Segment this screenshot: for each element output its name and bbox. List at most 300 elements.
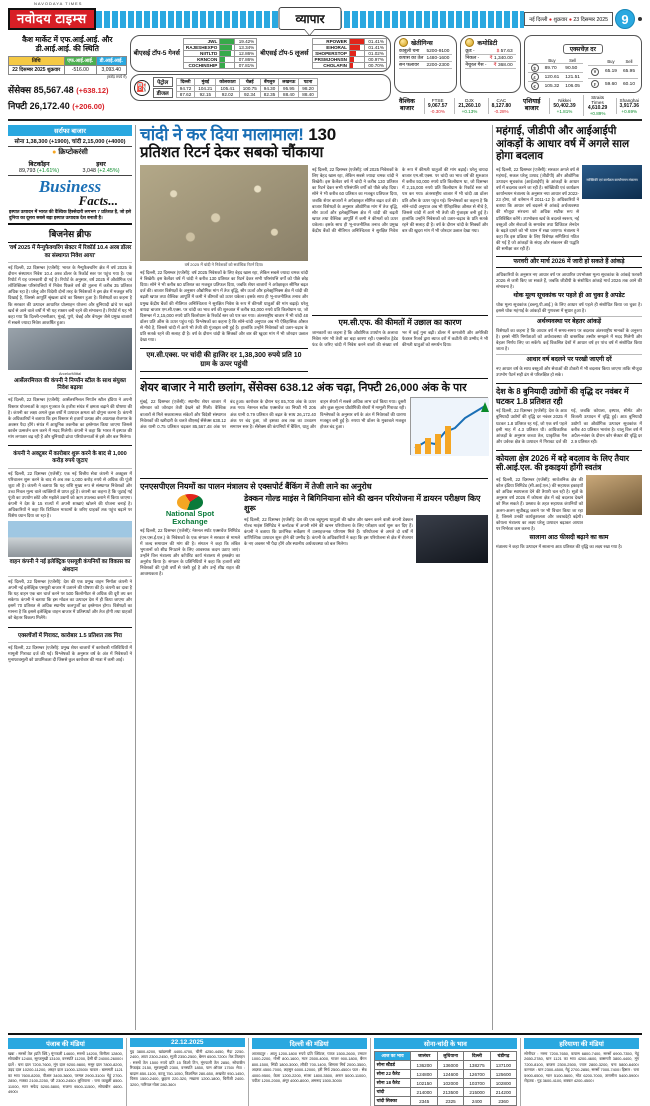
asia-index-item [616, 98, 642, 114]
diesel-label: डीजल [153, 88, 173, 98]
pound-icon: £ [531, 73, 539, 81]
gold-row-label: सोना 22 कैरेट [374, 1070, 411, 1079]
mandi-delhi-title: दिल्ली की मंडियां [252, 1038, 367, 1049]
fii-date-value: 22 दिसम्बर 2025 शुक्रवार [9, 65, 65, 74]
index-name: Nikkei [558, 97, 571, 103]
lead-subhead: एम.सी.एफ. की कीमतों में उछाल का कारण [312, 315, 488, 328]
mining-body: नई दिल्ली, 22 दिसम्बर (एजेंसी): देश की एक बहुमूल्य धातुओं की खोज और खनन करने वाली कंपनी डेक्कन गोल्ड माइंस लिमिटेड ने कर्नाटक में अपनी सोने की खनन परियोजना के लिए परीक्षण कार्य शुरू कर दिए हैं। कंपनी ने बताया कि प्रारंभिक सर्वेक्षण में उत्साहजनक परिणाम मिले हैं। परियोजना से अगले दो वर्षों में वाणिज्यिक उत्पादन शुरू होने की उम्मीद है। कंपनी के अधिकारियों ने कहा कि इस परियोजना से क्षेत्र में रोजगार के नए अवसर भी पैदा होंगे और स्थानीय अर्थव्यवस्था को बल मिलेगा। [244, 517, 413, 547]
business-facts-subtitle: Facts... [78, 193, 118, 209]
fx-buy: 89.70 [542, 64, 563, 73]
diesel-price: 82.35 [260, 91, 279, 97]
petrol-price: 104.21 [195, 85, 216, 91]
weekday: शुक्रवार [553, 17, 568, 23]
loser-symbol: SHOPERSTOP [312, 51, 349, 57]
index-change: +0.69% [621, 108, 638, 114]
brief-body: नई दिल्ली, 22 दिसम्बर (एजेंसी): प्रमुख शेयर बाजारों में कारोबारी गतिविधियों में मामूली गिरावट दर्ज की गई। विश्लेषकों के अनुसार वर्ष के अंत में निवेशकों ने मुनाफावसूली को प्राथमिकता दी जिससे कुल कारोबार की मात्रा में कमी आई। [8, 644, 132, 662]
right-sub2-head: थोक मूल्य सूचकांक पर पहले ही आ चुका है अपडेट [513, 292, 625, 300]
infra-headline[interactable]: देश के 8 बुनियादी उद्योगों की वृद्धि दर नवंबर में घटकर 1.8 प्रतिशत रही [496, 387, 629, 406]
mandi-punjab-text: खन्ना : सरसों तेल (प्रति क्विं.) मूंगफली 14600, सरसों 14200, बिनौला 12800, सोयाबीन 12400, सूरजमुखी 13100, वनस्पति 11200, देसी घी 24000-26000। दालें : चना दाल 7200-7600, मूंग दाल 9200-9800, मसूर दाल 7800-8200, उड़द दाल 10200-11200, अरहर दाल 11000-12500। चावल : बासमती 1121 का भाव 7600-8200, पीआर 3400-3600, परमल 2900-3100। गेहूं 2700-2850, मक्का 2100-2250, जौ 2300-2450। लुधियाना : चना काबुली 8500-11000, मटर सफेद 5200-5800, राजमा 9500-11500, सोयाबीन 4600-4900। [8, 1051, 123, 1095]
sell-header: Sell [569, 58, 577, 63]
business-facts-text: इस्पात उत्पादन में भारत की वैश्विक हिस्सेदारी लगभग 7 प्रतिशत है, जो इसे दुनिया का दूसरा सबसे बड़ा इस्पात उत्पादक देश बनाती है। [8, 207, 132, 225]
right-lead-body: नई दिल्ली, 22 दिसम्बर (एजेंसी): सरकार अगले वर्ष से महंगाई, सकल घरेलू उत्पाद (जीडीपी) और औद्योगिक उत्पादन सूचकांक (आईआईपी) के आंकड़ों के आधार वर्ष में बदलाव करने जा रही है। सांख्यिकी एवं कार्यक्रम कार्यान्वयन मंत्रालय के अनुसार नया आधार वर्ष 2022-23 होगा, जो वर्तमान में 2011-12 है। अधिकारियों ने बताया कि आधार वर्ष बदलने से आंकड़े अर्थव्यवस्था की मौजूदा संरचना को अधिक सटीक रूप से प्रतिबिंबित करेंगे। उपभोक्ता खर्च के बदलते स्वरूप, नई वस्तुओं और सेवाओं के समावेश तथा डिजिटल लेनदेन के बढ़ते दायरे को भी ध्यान में रखा जाएगा। मंत्रालय ने कहा कि इस प्रक्रिया के लिए विशेषज्ञ समितियां गठित की गई हैं जो आंकड़ों के संग्रह और संकलन की पद्धति की समीक्षा कर रही हैं। [496, 166, 580, 251]
mandi-date-text: गुड़ 3800-4200, खांडसारी 4400-4700, चीनी 4250-4450, मैदा 2250-2400, आटा 2300-2450, सूजी 2350-2500, बेसन 6500-7200। तेल-तिलहन : सरसों तेल 1500 रुपये प्रति 15 किलो टिन, मूंगफली तेल 2850, सोयाबीन रिफाइंड 2150, सूरजमुखी 2300, वनस्पति 1850, पाम ऑयल 1750। मेवा : बादाम 850-1100, काजू 750-1050, किशमिश 280-650, अखरोट 950-1450, पिस्ता 1500-2400, छुहारा 220-320, मखाना 1200-1800, चिरौंजी 2400-3200, नारियल गोला 280-360। [129, 1049, 245, 1087]
crypto-title-text: क्रिप्टोकरंसी [58, 149, 88, 156]
gold-cell: 103700 [464, 1079, 490, 1088]
edition-name: नई दिल्ली [529, 17, 548, 23]
business-facts-title: Business [38, 177, 102, 196]
coal-sub-body: मंत्रालय ने कहा कि उत्पादन में सालाना आठ प्रतिशत की वृद्धि का लक्ष्य रखा गया है। [496, 543, 623, 549]
petrol-price: 95.95 [279, 85, 299, 91]
index-value: 3,917.36 [619, 102, 639, 109]
brief-body: नई दिल्ली, 22 दिसम्बर (एजेंसी): देश की एक प्रमुख वाहन निर्माता कंपनी ने अपनी नई इलेक्ट्रिक एसयूवी बाजार में उतारने की घोषणा की है। कंपनी का दावा है कि यह वाहन एक बार चार्ज करने पर 500 किलोमीटर से अधिक की दूरी तय कर सकेगा। कंपनी ने बताया कि इस मॉडल का उत्पादन देश में ही किया जाएगा और इसमें 70 प्रतिशत से अधिक स्थानीय कलपुर्जों का इस्तेमाल होगा। विशेषज्ञों का मानना है कि इससे इलेक्ट्रिक वाहन बाजार में प्रतिस्पर्धा और तेज होगी तथा ग्राहकों को बेहतर विकल्प मिलेंगे। [8, 578, 132, 621]
header-stripe [96, 11, 525, 28]
diesel-price: 88.40 [279, 91, 299, 97]
business-facts-logo [8, 176, 132, 207]
gold-silver-table [374, 1051, 518, 1106]
diesel-price: 92.02 [216, 91, 239, 97]
market-headline[interactable]: शेयर बाजार ने मारी छलांग, सेंसेक्स 638.12 अंक चढ़ा, निफ्टी 26,000 अंक के पार [140, 382, 467, 395]
fii-dii-table [8, 56, 127, 75]
fii-col-dii: डी.आई.आई. [96, 56, 126, 65]
forex-title: एक्सचेंज़ दर [563, 44, 603, 54]
gold-cell: 215000 [464, 1088, 490, 1097]
diesel-price: 88.40 [299, 91, 318, 97]
petrol-price: 94.72 [176, 85, 195, 91]
world-index-item [424, 98, 450, 114]
petrol-price: 98.20 [299, 85, 318, 91]
company-building-photo [8, 521, 132, 557]
crypto-value: 3,048 [82, 168, 96, 174]
currency-symbol: ₹ [493, 62, 497, 68]
gold-silver-rates [374, 1038, 522, 1106]
coal-headline[interactable]: कोयला क्षेत्र 2026 में बड़े बदलाव के लिए तैयार सी.आई.एल. की इकाइयां होंगी स्वतंत्र [496, 453, 630, 473]
gold-cell: 125600 [490, 1070, 516, 1079]
table-row [528, 64, 583, 73]
fii-dii-headline: कैश मार्केट में एफ.आई.आई. और डी.आई.आई. की स्थिति [22, 35, 113, 54]
table-row [588, 66, 638, 79]
agri-value: 1480-1600 [426, 55, 452, 62]
table-row [465, 55, 515, 62]
fx-buy: 120.61 [542, 73, 563, 82]
lead-headline[interactable] [140, 125, 488, 144]
mandi-haryana-title: हरियाणा की मंडियां [524, 1038, 639, 1049]
edition-date-box: नई दिल्ली ● शुक्रवार ● 23 दिसम्बर 2025 [524, 12, 613, 26]
table-row [399, 62, 452, 69]
loser-pct: 00.70% [364, 63, 386, 69]
right-sub3-head: अर्थव्यवस्था पर बेहतर आंकड़ें [496, 316, 642, 326]
gainer-pct: 19.42% [235, 39, 257, 45]
table-row [465, 62, 515, 69]
petrol-price: 94.30 [260, 85, 279, 91]
index-name: Shanghai [619, 97, 639, 103]
right-sub3-body: विशेषज्ञों का कहना है कि आधार वर्ष में समय-समय पर बदलाव अंतरराष्ट्रीय मानकों के अनुरूप है। इससे नीति निर्माताओं को अर्थव्यवस्था की वास्तविक तस्वीर समझने में मदद मिलेगी और बेहतर निर्णय लिए जा सकेंगे। कई विकसित देशों में आधार वर्ष हर पांच वर्ष में संशोधित किया जाता है। [496, 327, 642, 352]
market-trend-chart [410, 397, 488, 455]
right-sub4-head: आधार वर्ष बदलने पर परखी जाएगी दरें [496, 354, 642, 364]
fii-col-date: तिथि [9, 56, 65, 65]
gold-row-label: सोना स्टैंडर्ड [374, 1061, 411, 1070]
table-row [588, 78, 638, 90]
right-column [492, 125, 642, 1030]
franc-icon: ₣ [591, 80, 599, 88]
index-name: Straits Times [591, 95, 605, 105]
gold-row-label: सोना 18 कैरेट [374, 1079, 411, 1088]
mandi-punjab-title: पंजाब की मंडियां [8, 1038, 123, 1049]
mining-photo [416, 515, 488, 563]
crypto-change: (+1.61%) [36, 168, 60, 174]
nse-logo [140, 494, 240, 527]
lead-body-right: नई दिल्ली, 22 दिसम्बर (एजेंसी): वर्ष 2025 निवेशकों के लिए बेहद खास रहा, लेकिन सबसे ज्यादा चमक चांदी ने बिखेरी। इस कैलेंडर वर्ष में चांदी ने करीब 130 प्रतिशत का रिटर्न देकर सभी परिसंपत्ति वर्गों को पीछे छोड़ दिया। सोने ने भी करीब 60 प्रतिशत का मजबूत प्रतिफल दिया, जबकि शेयर बाजारों ने अपेक्षाकृत सीमित बढ़त दर्ज की। बाजार विशेषज्ञों के अनुसार औद्योगिक मांग में तेज वृद्धि, सौर ऊर्जा और इलेक्ट्रॉनिक्स क्षेत्र में चांदी की बढ़ती खपत तथा वैश्विक आपूर्ति में कमी ने कीमतों को ऊपर धकेला। इसके साथ ही भू-राजनीतिक तनाव और प्रमुख केंद्रीय बैंकों की नीतिगत अनिश्चितता ने सुरक्षित निवेश के रूप में कीमती धातुओं की मांग बढ़ाई। घरेलू वायदा बाजार एम.सी.एक्स. पर चांदी का भाव वर्ष की शुरुआत में करीब 93,000 रुपये प्रति किलोग्राम था, जो दिसम्बर में 2,15,000 रुपये प्रति किलोग्राम के रिकॉर्ड स्तर को पार कर गया। अंतरराष्ट्रीय बाजार में भी चांदी 48 डॉलर प्रति औंस के ऊपर पहुंच गई। विश्लेषकों का कहना है कि सोने-चांदी अनुपात अब भी ऐतिहासिक औसत से नीचे है, जिससे चांदी में आगे भी तेजी की गुंजाइश बनी हुई है। हालांकि उन्होंने निवेशकों को उतार-चढ़ाव के प्रति सतर्क रहने की सलाह दी है। वर्ष के दौरान चांदी के सिक्कों और बार की खुदरा मांग में भी जोरदार उछाल देखा गया। [312, 167, 488, 233]
fii-value: -516.00 [64, 65, 96, 74]
lead-pullquote: एम.सी.एक्स. पर चांदी की हाजिर दर 1,38,300 रुपये प्रति 10 ग्राम के ऊपर पहुंची [140, 348, 308, 372]
gold-cell: 138275 [464, 1061, 490, 1070]
gainer-pct: 12.86% [235, 51, 257, 57]
currency-symbol: $ [496, 48, 500, 54]
mandi-haryana [524, 1038, 642, 1106]
crypto-item [8, 158, 70, 175]
brief-body: नई दिल्ली, 22 दिसम्बर (एजेंसी): आर्सेलरमित्तल निप्पॉन स्टील इंडिया ने अपनी विस्तार योजनाओं के तहत गुजरात के हजीरा संयंत्र में क्षमता बढ़ाने की घोषणा की है। कंपनी का लक्ष्य अगले कुछ वर्षों में उत्पादन क्षमता को दोगुना करना है। कंपनी के अधिकारियों ने बताया कि इस विस्तार से हजारों प्रत्यक्ष और अप्रत्यक्ष रोजगार के अवसर पैदा होंगे। संयंत्र में आधुनिक तकनीक का इस्तेमाल किया जाएगा जिससे कार्बन उत्सर्जन कम करने में मदद मिलेगी। कंपनी ने कहा कि भारत में इस्पात की मांग लगातार बढ़ रही है और बुनियादी ढांचा परियोजनाओं से इसे और बल मिलेगा। [8, 397, 132, 439]
ministry-photo-caption: सांख्यिकी एवं कार्यक्रम कार्यान्वयन मंत्रालय [586, 177, 638, 182]
index-value: 4,610.29 [587, 105, 608, 111]
loser-pct: 01.41% [364, 39, 386, 45]
index-name: DJX [465, 97, 474, 103]
gold-cell: 136000 [437, 1061, 463, 1070]
fuel-city: कोलकाता [216, 78, 239, 85]
gainer-symbol: NIITLTD [183, 51, 219, 57]
agri-value: 5200-9100 [426, 48, 452, 55]
buy-header: Buy [607, 59, 615, 65]
arcelormittal-photo [8, 328, 132, 370]
brief-body: नई दिल्ली, 22 दिसम्बर (एजेंसी): एक नई वित्तीय सेवा कंपनी ने अक्टूबर में परिचालन शुरू करने के बाद से अब तक 1,000 करोड़ रुपये से अधिक की पूंजी जुटा ली है। कंपनी ने बताया कि यह राशि मुख्य रूप से संस्थागत निवेशकों और उच्च निवल मूल्य वाले व्यक्तियों से प्राप्त हुई है। कंपनी का कहना है कि जुटाई गई पूंजी का उपयोग छोटे और मझोले उद्यमों को ऋण उपलब्ध कराने में किया जाएगा। कंपनी ने देश के 15 राज्यों में अपनी शाखाएं खोलने की योजना बनाई है। अधिकारियों ने कहा कि डिजिटल माध्यमों के जरिए ग्राहकों तक पहुंच बढ़ाने पर विशेष ध्यान दिया जा रहा है। [8, 470, 132, 519]
page-number-badge: 9 [615, 9, 635, 29]
crypto-name: इथर [96, 161, 106, 168]
fx-sell: 90.50 [562, 64, 583, 73]
diesel-price: 92.15 [195, 91, 216, 97]
commodity-coin-icon [465, 38, 474, 47]
fuel-city: पटना [299, 78, 318, 85]
world-index-item [454, 98, 483, 114]
gainer-symbol: KRNCON [183, 57, 219, 63]
commodity-title: कमोडिटी [477, 40, 498, 47]
lead-photo-caption: वर्ष 2025 में चांदी ने निवेशकों को सर्वाधिक रिटर्न दिया। [184, 262, 264, 268]
nse-logo-line2: Exchange [172, 517, 208, 527]
gold-col-header: आज का भाव [374, 1052, 411, 1061]
right-sub1-body: अधिकारियों के अनुसार नए आधार वर्ष पर आधारित उपभोक्ता मूल्य सूचकांक के आंकड़े फरवरी 2026 से जारी किए जा सकते हैं, जबकि जीडीपी के संशोधित आंकड़े मार्च 2026 तक आने की संभावना है। [496, 271, 642, 290]
agri-value: 2200-2300 [426, 62, 452, 69]
commodity-name: नैचुरल गैस - [465, 62, 489, 69]
loser-bar [349, 63, 364, 69]
fuel-city: लखनऊ [279, 78, 299, 85]
bullion-rates: सोना 1,38,300 (+1900), चांदी 2,15,000 (+4000) [8, 136, 132, 147]
nifty-label: निफ्टी [8, 100, 28, 111]
commodity-name: निकल - [465, 55, 489, 62]
table-row [312, 63, 386, 69]
nifty-value: 26,172.40 [29, 100, 70, 111]
gold-cell: 102150 [411, 1079, 437, 1088]
mandi-delhi-text: आजादपुर : आलू 1200-1800 रुपये प्रति क्विंटल, प्याज 1500-2600, टमाटर 1000-2200, गोभी 800-1600, मटर 2500-4000, गाजर 900-1800, बैंगन 800-1500, भिंडी 1800-3000, लौकी 700-1400, शिमला मिर्च 2000-3500, अदरक 4500-7000, लहसुन 6000-12000, हरी मिर्च 2500-4500। फल : सेब 4000-9500, केला 1200-2200, संतरा 1800-3500, अनार 5000-11000, पपीता 1200-2000, अंगूर 4000-8000, अमरूद 1500-3000। [251, 1051, 367, 1084]
loser-symbol: RPOWER [312, 39, 349, 45]
ministry-photo [582, 165, 642, 199]
agri-title: खेतीगिन्स [410, 40, 433, 47]
bullion-band: सर्राफा बाजार [8, 125, 132, 136]
fx-sell: 106.05 [562, 82, 583, 91]
line-chart-svg [411, 398, 489, 456]
brief-body: नई दिल्ली, 22 दिसम्बर (एजेंसी): भारत के मैन्युफैक्चरिंग क्षेत्र में वर्ष 2025 के दौरान संस्थागत निवेश 10.4 अरब डॉलर के रिकॉर्ड स्तर पर पहुंच गया है। एक रिपोर्ट में यह जानकारी दी गई है। रिपोर्ट के अनुसार, वर्ष 2025 में औद्योगिक एवं लॉजिस्टिक्स परिसंपत्तियों में निवेश पिछले वर्ष की तुलना में करीब 35 प्रतिशत अधिक रहा है। घरेलू और विदेशी दोनों तरह के निवेशकों ने इस क्षेत्र में मजबूत रुचि दिखाई है, जिससे आपूर्ति श्रृंखला ढांचे का विस्तार हुआ है। विशेषज्ञों का कहना है कि सरकार की उत्पादन आधारित प्रोत्साहन योजना और बुनियादी ढांचे पर बढ़ते खर्च से आने वाले वर्षों में भी यह रफ्तार बनी रहने की संभावना है। रिपोर्ट में यह भी कहा गया कि दिल्ली-एनसीआर, मुंबई, पुणे, चेन्नई और बेंगलुरु जैसे प्रमुख बाजारों में सबसे ज्यादा निवेश आकर्षित हुआ। [8, 264, 132, 325]
index-value: 21,260.10 [458, 102, 481, 109]
agri-name: सन फलावर [399, 62, 426, 69]
photo-caption: ArcelorMittal [58, 370, 82, 376]
crypto-item [70, 158, 132, 175]
gold-cell: 2400 [464, 1097, 490, 1106]
fuel-city: चेन्नई [239, 78, 260, 85]
euro-icon: € [531, 82, 539, 90]
crypto-value: 89,793 [18, 168, 36, 174]
dollar-icon: $ [531, 64, 539, 72]
mandi-punjab [8, 1038, 127, 1106]
crypto-change: (+2.45%) [97, 168, 120, 174]
business-brief-title: बिजनेस ब्रीफ [8, 225, 132, 243]
fx-buy: 65.19 [602, 66, 620, 79]
table-row [176, 78, 317, 85]
loser-symbol: PRSMJOHNSN [312, 57, 349, 63]
gainer-symbol: JWL [183, 39, 219, 45]
yen-icon: ¥ [591, 68, 599, 76]
gold-cell: 2325 [437, 1097, 463, 1106]
diesel-price: 92.34 [239, 91, 260, 97]
main-column [140, 125, 488, 1030]
gainer-bar [220, 63, 235, 69]
wheat-coin-icon [399, 38, 408, 47]
commodity-value: 57.63 [500, 48, 513, 54]
gold-col-header: लुधियाना [437, 1052, 463, 1061]
fx-sell: 121.51 [562, 73, 583, 82]
market-ticker-strip [8, 35, 642, 121]
forex-table-right [588, 58, 638, 90]
fii-note: (करोड़ रुपये में) [106, 74, 127, 79]
silver-coins-photo [140, 165, 308, 261]
index-name: FTSE [431, 97, 444, 103]
nse-mark-icon [177, 494, 203, 510]
crypto-name: बिटकॉइन [28, 161, 50, 168]
gold-cell: 126700 [464, 1070, 490, 1079]
right-sub4-body: नए आधार वर्ष के साथ वस्तुओं और सेवाओं की टोकरी में भी बदलाव किया जाएगा ताकि मौजूदा उपभोग पैटर्न सही ढंग से परिलक्षित हो सके। [496, 365, 642, 378]
fuel-price-box [130, 74, 391, 101]
commodity-value: 368.00 [497, 62, 513, 68]
fuel-city: बेंगलुरु [260, 78, 279, 85]
petrol-price: 105.41 [216, 85, 239, 91]
infra-body: नई दिल्ली, 22 दिसम्बर (एजेंसी): देश के आठ बुनियादी उद्योगों की वृद्धि दर नवंबर 2025 में घटकर 1.8 प्रतिशत रह गई, जो एक वर्ष पहले इसी माह में 4.3 प्रतिशत थी। आधिकारिक आंकड़ों के अनुसार कच्चा तेल, प्राकृतिक गैस और उर्वरक क्षेत्र के उत्पादन में गिरावट दर्ज की गई, जबकि कोयला, इस्पात, सीमेंट और बिजली उत्पादन में वृद्धि हुई। आठ बुनियादी उद्योगों का औद्योगिक उत्पादन सूचकांक में करीब 40 प्रतिशत भारांश है। चालू वित्त वर्ष में अप्रैल-नवंबर के दौरान कोर सेक्टर की वृद्धि दर 2.9 प्रतिशत रही। [496, 408, 642, 444]
asia-index-item [583, 95, 612, 116]
mandi-haryana-text: सोनीपत : नरमा 7200-7650, कपास 6800-7400, सरसों 6900-7350, गेहूं 2650-2780, धान 1121 का भाव 4200-4600, बासमती 3800-4400, मूंग 7200-8100, बाजरा 2300-2500, ज्वार 2800-3200, चना 5800-6400। करनाल : धान 2300-4500, गेहूं 2700-2850, सरसों 7000-7400। हिसार : चना 5900-6500, ग्वार 5100-5600, मोठ 6200-7000, तारामीरा 5400-5900। रोहतक : गुड़ 3600-4100, शक्कर 4200-4500। [524, 1051, 640, 1084]
coal-body: नई दिल्ली, 22 दिसम्बर (एजेंसी): सार्वजनिक क्षेत्र की कोल इंडिया लिमिटेड (सी.आई.एल.) की सहायक इकाइयों को अधिक स्वायत्तता देने की तैयारी चल रही है। सूत्रों के अनुसार वर्ष 2026 में कोयला क्षेत्र में बड़े बदलाव देखने को मिल सकते हैं। प्रस्ताव के तहत सहायक कंपनियों को अलग-अलग सूचीबद्ध कराने पर भी विचार किया जा रहा है, जिससे उनकी कार्यकुशलता और जवाबदेही बढ़ेगी। कोयला मंत्रालय का लक्ष्य घरेलू उत्पादन बढ़ाकर आयात पर निर्भरता कम करना है। [496, 477, 583, 531]
sensex-value: 85,567.48 [33, 84, 74, 95]
gold-cell: 124800 [411, 1070, 437, 1079]
right-lead-headline[interactable]: महंगाई, जीडीपी और आईआईपी आंकड़ों के आधार वर्ष में अगले साल होगा बदलाव [496, 125, 630, 163]
asia-index-item [549, 98, 578, 114]
right-sub1-head: फरवरी और मार्च 2026 में जारी हो सकते हैं आंकड़े [496, 256, 642, 268]
gainer-symbol: RAJESHEXPO [183, 45, 219, 51]
gainer-pct: 07.81% [235, 63, 257, 69]
forex-table-left [528, 58, 583, 90]
gold-row-label: चांदी [374, 1088, 411, 1097]
table-row [183, 63, 256, 69]
petrol-label: पेट्रोल [153, 77, 173, 87]
gold-cell: 2345 [411, 1097, 437, 1106]
nse-body: नई दिल्ली, 22 दिसम्बर (एजेंसी): नेशनल स्पॉट एक्सचेंज लिमिटेड (एन.एस.ई.एल.) के निवेशकों के एक संगठन ने सरकार से मामले में जल्द समाधान की मांग की है। संगठन ने कहा कि लंबित भुगतानों को शीघ्र निपटाने के लिए आवश्यक कदम उठाए जाएं। उन्होंने वित्त मंत्रालय और कॉर्पोरेट कार्य मंत्रालय से हस्तक्षेप का अनुरोध किया है। संगठन के प्रतिनिधियों ने कहा कि हजारों छोटे निवेशकों की पूंजी वर्षों से फंसी हुई है और उन्हें शीघ्र राहत की आवश्यकता है। [140, 528, 240, 577]
diesel-price: 87.62 [176, 91, 195, 97]
table-row [399, 55, 452, 62]
commodity-title-row [465, 38, 515, 47]
fii-col-fii: एफ.आई.आई. [64, 56, 96, 65]
brief-headline[interactable]: कंपनी ने अक्टूबर में कारोबार शुरू करने के बाद से 1,000 करोड़ रुपये जुटाए [8, 449, 132, 469]
commodity-table [465, 48, 515, 69]
lead-body-left: नई दिल्ली, 22 दिसम्बर (एजेंसी): वर्ष 2025 निवेशकों के लिए बेहद खास रहा, लेकिन सबसे ज्यादा चमक चांदी ने बिखेरी। इस कैलेंडर वर्ष में चांदी ने करीब 130 प्रतिशत का रिटर्न देकर सभी परिसंपत्ति वर्गों को पीछे छोड़ दिया। सोने ने भी करीब 60 प्रतिशत का मजबूत प्रतिफल दिया, जबकि शेयर बाजारों ने अपेक्षाकृत सीमित बढ़त दर्ज की। बाजार विशेषज्ञों के अनुसार औद्योगिक मांग में तेज वृद्धि, सौर ऊर्जा और इलेक्ट्रॉनिक्स क्षेत्र में चांदी की बढ़ती खपत तथा वैश्विक आपूर्ति में कमी ने कीमतों को ऊपर धकेला। इसके साथ ही भू-राजनीतिक तनाव और प्रमुख केंद्रीय बैंकों की नीतिगत अनिश्चितता ने सुरक्षित निवेश के रूप में कीमती धातुओं की मांग बढ़ाई। घरेलू वायदा बाजार एम.सी.एक्स. पर चांदी का भाव वर्ष की शुरुआत में करीब 93,000 रुपये प्रति किलोग्राम था, जो दिसम्बर में 2,15,000 रुपये प्रति किलोग्राम के रिकॉर्ड स्तर को पार कर गया। अंतरराष्ट्रीय बाजार में भी चांदी 48 डॉलर प्रति औंस के ऊपर पहुंच गई। विश्लेषकों का कहना है कि सोने-चांदी अनुपात अब भी ऐतिहासिक औसत से नीचे है, जिससे चांदी में आगे भी तेजी की गुंजाइश बनी हुई है। हालांकि उन्होंने निवेशकों को उतार-चढ़ाव के प्रति सतर्क रहने की सलाह दी है। वर्ष के दौरान चांदी के सिक्कों और बार की खुदरा मांग में भी जोरदार उछाल देखा गया। [140, 270, 308, 343]
fuel-city: दिल्ली [176, 78, 195, 85]
loser-pct: 00.97% [364, 57, 386, 63]
index-value: 50,402.39 [553, 102, 576, 109]
agri-table [399, 48, 452, 69]
index-change: -0.28% [494, 108, 509, 114]
world-indices-box [394, 95, 642, 116]
index-change: +1.81% [556, 108, 573, 114]
petrol-price: 100.75 [239, 85, 260, 91]
logo-superscript: NAVODAYA TIMES [34, 0, 83, 6]
index-value: 9,067.57 [427, 102, 448, 109]
gainer-pct: 07.86% [235, 57, 257, 63]
masthead [8, 0, 642, 32]
mandi-delhi [252, 1038, 371, 1106]
mandi-section [8, 1033, 642, 1106]
decorative-dot [638, 17, 642, 21]
gold-cell: 214200 [490, 1088, 516, 1097]
nifty-line [8, 99, 127, 112]
table-row [374, 1052, 517, 1061]
gold-col-header: दिल्ली [464, 1052, 490, 1061]
index-name: CAC [496, 97, 507, 103]
lead-headline-part1: चांदी ने कर दिया मालामाल! [140, 125, 304, 144]
publication-date: 23 दिसम्बर 2025 [573, 17, 608, 23]
nse-logo-line1: National Spot [165, 508, 215, 518]
index-change: +0.89% [589, 111, 606, 116]
losers-table [312, 38, 387, 69]
lead-headline-number: 130 [308, 125, 337, 144]
sensex-label: सेंसेक्स [8, 84, 32, 95]
agri-box [394, 35, 457, 93]
brief-headline[interactable]: एक्सचेंजों में गिरावट, कारोबार 1.5 प्रतिशत तक गिरा [8, 631, 132, 643]
commodity-box [460, 35, 520, 93]
gold-col-header: चंडीगढ़ [490, 1052, 516, 1061]
right-sub2-body: थोक मूल्य सूचकांक (डब्ल्यू.पी.आई.) के लिए आधार वर्ष पहले ही संशोधित किया जा चुका है। इससे थोक महंगाई के आंकड़ों की गुणवत्ता में सुधार हुआ है। [496, 301, 642, 313]
fuel-table [176, 78, 318, 98]
forex-box [524, 35, 642, 93]
mining-headline[interactable]: डेक्कन गोल्ड माइंस ने बिगिनियाना सोने की खनन परियोजना में डायरन परीक्षण किए शुरू [244, 493, 481, 513]
table-row [528, 73, 583, 82]
agri-title-row [399, 38, 452, 47]
section-tab-vyapar[interactable]: व्यापार [278, 7, 341, 30]
brief-headline[interactable]: 'वर्ष 2025 में मैन्युफैक्चरिंग सेक्टर में रिकॉर्ड 10.4 अरब डॉलर का संस्थागत निवेश आया' [8, 243, 132, 263]
crypto-title: ● क्रिप्टोकरंसी [52, 149, 88, 156]
table-row [374, 1097, 517, 1106]
fuel-city: मुंबई [195, 78, 216, 85]
gold-cell: 124600 [437, 1070, 463, 1079]
table-row [374, 1088, 517, 1097]
crypto-row [8, 158, 132, 176]
gold-col-header: जालंधर [411, 1052, 437, 1061]
dii-value: 3,093.40 [96, 65, 126, 74]
logo-text: नवोदय टाइम्स [17, 10, 87, 26]
index-change: -0.30% [430, 108, 445, 114]
brief-headline[interactable]: आर्सेलरमित्तल की कंपनी ने निप्पॉन स्टील के साथ संयुक्त निवेश बढ़ाया [8, 376, 132, 396]
currency-symbol: ₹ [489, 55, 493, 61]
gainers-label: बीएसई टॉप-5 गेनर्स [133, 49, 180, 57]
lead-headline-part2: प्रतिशत रिटर्न देकर सबको चौंकाया [140, 144, 324, 162]
table-row [374, 1079, 517, 1088]
brief-headline[interactable]: वाहन कंपनी ने नई इलेक्ट्रिक एसयूवी कंपनियों का विकास का अंशदान [8, 557, 132, 577]
gainers-losers-box [130, 35, 391, 72]
loser-symbol: CHOLAFIN [312, 63, 349, 69]
nifty-change: (+206.00) [72, 101, 105, 111]
gainers-table [183, 38, 257, 69]
loser-symbol: EIHORAL [312, 45, 349, 51]
losers-label: बीएसई टॉप-5 लूजर्स [260, 49, 309, 57]
table-row [374, 1061, 517, 1070]
gold-cell: 136200 [411, 1061, 437, 1070]
fx-buy: 59.60 [602, 78, 620, 90]
mandi-date-col [130, 1038, 249, 1106]
market-body: मुंबई, 22 दिसम्बर (एजेंसी): स्थानीय शेयर बाजार में सोमवार को जोरदार तेजी देखने को मिली। वैश्विक बाजारों से मिले सकारात्मक संकेतों और विदेशी संस्थागत निवेशकों की खरीदारी के चलते बीएसई सेंसेक्स 638.12 अंक यानी 0.75 प्रतिशत चढ़कर 85,567.48 अंक पर बंद हुआ। कारोबार के दौरान यह 85,700 अंक के ऊपर तक गया। नेशनल स्टॉक एक्सचेंज का निफ्टी भी 206 अंक यानी 0.79 प्रतिशत की बढ़त के साथ 26,172.40 अंक पर बंद हुआ, जो इसका अब तक का उच्चतम समापन स्तर है। सेंसेक्स की कंपनियों में बैंकिंग, धातु और वाहन शेयरों में सबसे अधिक लाभ दर्ज किया गया। दूसरी ओर कुछ सूचना प्रौद्योगिकी शेयरों में मामूली गिरावट रही। विश्लेषकों के अनुसार वर्ष के अंत में निवेशकों की धारणा मजबूत बनी हुई है। रुपया भी डॉलर के मुकाबले मजबूत होकर बंद हुआ। [140, 399, 406, 429]
fx-sell: 60.10 [620, 78, 638, 90]
sensex-line [8, 83, 127, 96]
gold-silver-title: सोना-चांदी के भाव [374, 1038, 518, 1049]
gold-row-label: चांदी सिक्का [374, 1097, 411, 1106]
coal-mine-photo [586, 475, 642, 515]
fx-sell: 65.95 [620, 66, 638, 79]
agri-name: कपास का तेल [399, 55, 426, 62]
buy-header: Buy [548, 58, 556, 63]
newspaper-logo [8, 0, 96, 31]
gainer-pct: 13.34% [235, 45, 257, 51]
index-change: +0.13% [461, 108, 478, 114]
loser-pct: 01.41% [364, 45, 386, 51]
lead-sub-body: जानकारों का कहना है कि औद्योगिक उपयोग के अलावा निवेश मांग भी तेजी का बड़ा कारण रही। एक्सचेंज ट्रेडेड फंड के जरिए चांदी में निवेश करने वालों की संख्या वर्ष भर में कई गुना बढ़ी। डॉलर में कमजोरी और अमेरिकी फेडरल रिजर्व द्वारा ब्याज दरों में कटौती की उम्मीद ने भी कीमती धातुओं को समर्थन दिया। [312, 329, 488, 347]
gainer-symbol: COCHINSHIP [183, 63, 219, 69]
fii-dii-block [8, 35, 127, 116]
gold-cell: 102800 [490, 1079, 516, 1088]
gold-cell: 2360 [490, 1097, 516, 1106]
sensex-change: (+638.12) [76, 85, 109, 95]
asia-label: एशियाई बाजार [523, 97, 541, 112]
gold-cell: 137100 [490, 1061, 516, 1070]
nse-headline[interactable]: एनएसपीएल नियमों का पालन मंत्रालय से एक्सपोर्ट बैंकिंग में तेजी लाने का अनुरोध [140, 482, 372, 492]
page-body [8, 125, 642, 1030]
world-label: वैश्विक बाजार [398, 97, 415, 112]
fuel-pump-icon: ⛽ [134, 80, 150, 96]
fx-buy: 105.32 [542, 82, 563, 91]
table-row [528, 82, 583, 91]
mandi-date-title: 22.12.2025 [130, 1038, 245, 1047]
table-row [374, 1070, 517, 1079]
coal-sub-head: सालाना आठ फीसदी बढ़ाने का काम [529, 533, 609, 541]
loser-pct: 01.02% [364, 51, 386, 57]
gold-cell: 213500 [437, 1088, 463, 1097]
table-row [176, 91, 317, 97]
sell-header: Sell [625, 59, 633, 65]
left-column [8, 125, 136, 1030]
index-value: 8,127.80 [491, 102, 512, 109]
agri-name: काबुली चना [399, 48, 426, 55]
gold-cell: 214000 [411, 1088, 437, 1097]
gold-cell: 102000 [437, 1079, 463, 1088]
world-index-item [488, 98, 514, 114]
